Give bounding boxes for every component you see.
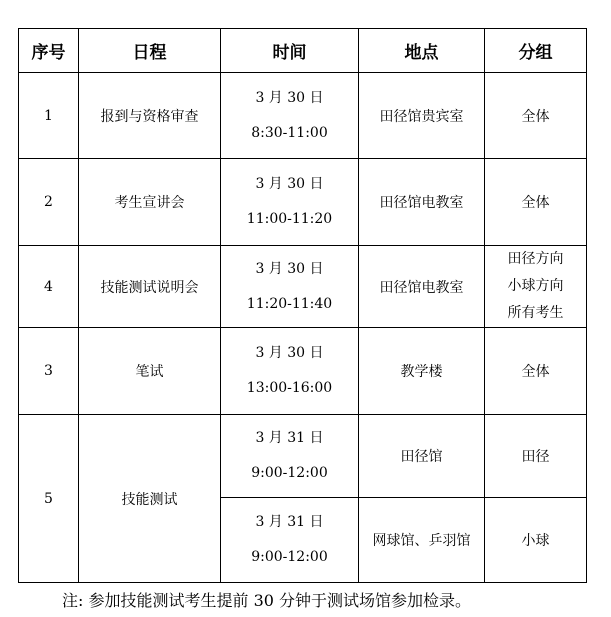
row-event: 报到与资格审查 [79,73,221,159]
row-group-line: 小球方向 [507,278,564,294]
row-group [485,246,587,328]
table-row [19,415,587,498]
row-index: 2 [19,159,79,246]
row-group-line: 所有考生 [507,305,564,321]
row-date: 3 月 30 日 [255,345,324,361]
row-time-range: 11:20-11:40 [246,295,333,312]
row-place: 田径馆 [359,415,485,498]
row-event: 技能测试 [79,415,221,583]
row-group: 田径 [485,415,587,498]
row-date: 3 月 30 日 [255,260,324,277]
row-time-range: 9:00-12:00 [251,549,328,565]
table-row [19,159,587,246]
header-event: 日程 [79,29,221,73]
row-place: 教学楼 [359,328,485,415]
row-index: 1 [19,73,79,159]
row-time-range: 11:00-11:20 [246,211,333,227]
row-place: 网球馆、乒羽馆 [359,498,485,583]
header-group: 分组 [485,29,587,73]
row-time [221,328,359,415]
row-event: 考生宣讲会 [79,159,221,246]
row-group: 全体 [485,73,587,159]
row-time [221,415,359,498]
row-date: 3 月 30 日 [255,89,324,106]
row-group-line: 田径方向 [507,251,564,267]
row-date: 3 月 30 日 [255,176,324,192]
row-index: 4 [19,246,79,328]
row-place: 田径馆电教室 [359,246,485,328]
schedule-table [18,28,587,583]
row-time [221,498,359,583]
row-index: 3 [19,328,79,415]
footnote: 注: 参加技能测试考生提前 30 分钟于测试场馆参加检录。 [62,591,472,610]
header-row [19,29,587,73]
row-group: 小球 [485,498,587,583]
row-place: 田径馆贵宾室 [359,73,485,159]
row-group: 全体 [485,328,587,415]
row-date: 3 月 31 日 [255,514,324,530]
header-place: 地点 [359,29,485,73]
row-time [221,246,359,328]
row-place: 田径馆电教室 [359,159,485,246]
table-row [19,328,587,415]
row-time-range: 8:30-11:00 [251,124,328,141]
row-time [221,73,359,159]
row-index: 5 [19,415,79,583]
row-time-range: 9:00-12:00 [251,465,328,481]
table-row [19,246,587,328]
row-event: 笔试 [79,328,221,415]
header-time: 时间 [221,29,359,73]
row-group: 全体 [485,159,587,246]
table-row [19,73,587,159]
row-time-range: 13:00-16:00 [246,380,333,396]
row-event: 技能测试说明会 [79,246,221,328]
row-date: 3 月 31 日 [255,430,324,446]
row-time [221,159,359,246]
header-index: 序号 [19,29,79,73]
